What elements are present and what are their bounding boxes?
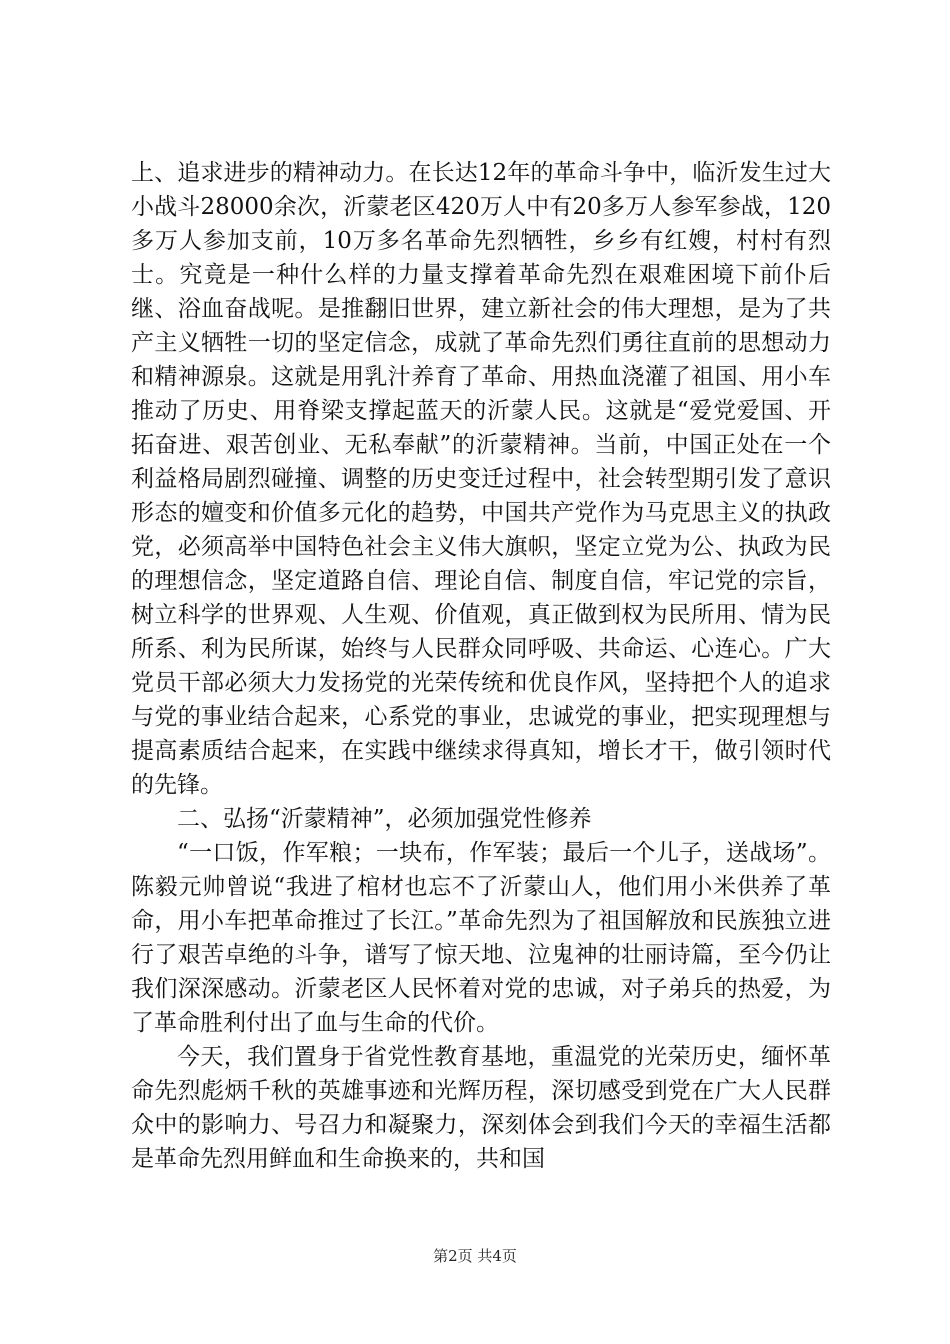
section-heading: 二、弘扬“沂蒙精神”，必须加强党性修养: [177, 806, 592, 832]
paragraph-continued: 上、追求进步的精神动力。在长达12年的革命斗争中，临沂发生过大小战斗28000余次，沂蒙老区420万人中有20多万人参军参战，120多万人参加支前，10万多名革命先烈牺牲，乡乡有红嫂，村村有烈士。究竟是一种什么样的力量支撑着革命先烈在艰难困境下前仆后继、浴血奋战呢。是推翻旧世界，建立新社会的伟大理想，是为了共产主义牺牲一切的坚定信念，成就了革命先烈们勇往直前的思想动力和精神源泉。这就是用乳汁养育了革命、用热血浇灌了祖国、用小车推动了历史、用脊梁支撑起蓝天的沂蒙人民。这就是“爱党爱国、开拓奋进、艰苦创业、无私奉献”的沂蒙精神。当前，中国正处在一个利益格局剧烈碰撞、调整的历史变迁过程中，社会转型期引发了意识形态的嬗变和价值多元化的趋势，中国共产党作为马克思主义的执政党，必须高举中国特色社会主义伟大旗帜，坚定立党为公、执政为民的理想信念，坚定道路自信、理论自信、制度自信，牢记党的宗旨，树立科学的世界观、人生观、价值观，真正做到权为民所用、情为民所系、利为民所谋，始终与人民群众同呼吸、共命运、心连心。广大党员干部必须大力发扬党的光荣传统和优良作风，坚持把个人的追求与党的事业结合起来，心系党的事业，忠诚党的事业，把实现理想与提高素质结合起来，在实践中继续求得真知，增长才干，做引领时代的先锋。: [131, 160, 831, 798]
page-footer: 第2页 共4页: [433, 1247, 517, 1265]
paragraph-quote: “一口饭，作军粮；一块布，作军装；最后一个儿子，送战场”。陈毅元帅曾说“我进了棺材也忘不了沂蒙山人，他们用小米供养了革命，用小车把革命推过了长江。”革命先烈为了祖国解放和民族独立进行了艰苦卓绝的斗争，谱写了惊天地、泣鬼神的壮丽诗篇，至今仍让我们深深感动。沂蒙老区人民怀着对党的忠诚，对子弟兵的热爱，为了革命胜利付出了血与生命的代价。: [131, 840, 831, 1036]
paragraph-today: 今天，我们置身于省党性教育基地，重温党的光荣历史，缅怀革命先烈彪炳千秋的英雄事迹和光辉历程，深切感受到党在广大人民群众中的影响力、号召力和凝聚力，深刻体会到我们今天的幸福生活都是革命先烈用鲜血和生命换来的，共和国: [131, 1044, 831, 1172]
document-body: [131, 156, 831, 1176]
